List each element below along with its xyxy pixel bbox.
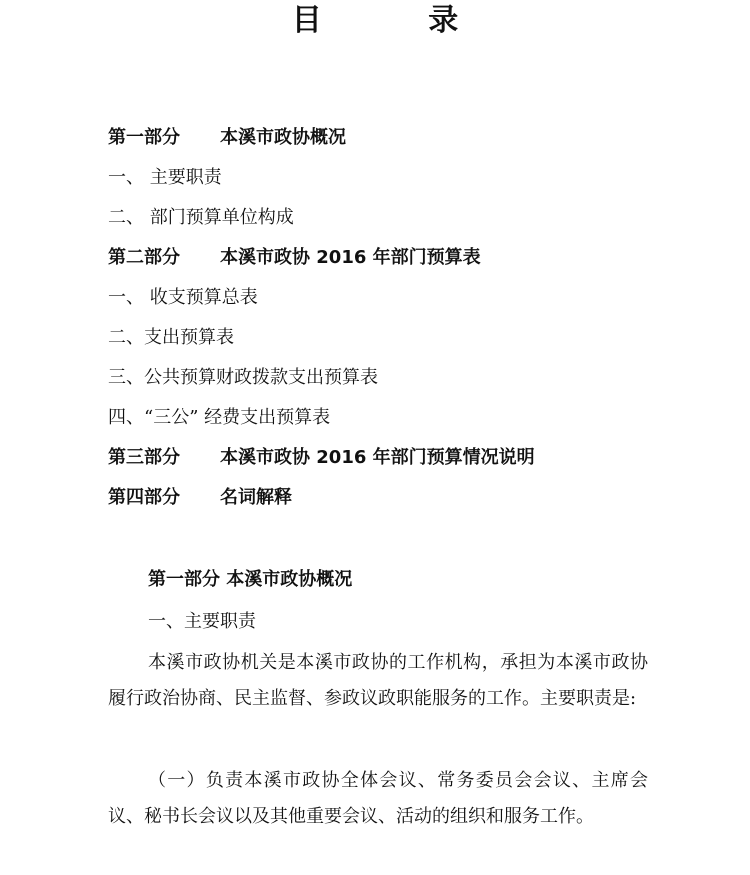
- section-heading: 第一部分 本溪市政协概况: [148, 569, 353, 590]
- table-of-contents: [108, 118, 728, 518]
- toc-item: 二、 部门预算单位构成: [108, 207, 294, 228]
- toc-part-number: 第一部分: [108, 127, 180, 148]
- toc-item: 一、 主要职责: [108, 167, 222, 188]
- toc-part-number: 第三部分: [108, 447, 180, 468]
- body-paragraph: （一）负责本溪市政协全体会议、常务委员会会议、主席会议、秘书长会议以及其他重要会议、活动的组织和服务工作。: [108, 770, 648, 827]
- toc-item: 二、支出预算表: [108, 327, 234, 348]
- page-title: 目 录: [291, 3, 507, 38]
- toc-item: 四、“三公” 经费支出预算表: [108, 407, 331, 428]
- toc-part-4: [108, 478, 728, 518]
- toc-part-number: 第四部分: [108, 487, 180, 508]
- toc-part-3: [108, 438, 728, 478]
- toc-part-title: 名词解释: [220, 487, 292, 508]
- toc-part-2: [108, 238, 728, 278]
- toc-part-number: 第二部分: [108, 247, 180, 268]
- subheading: 一、主要职责: [148, 611, 256, 632]
- toc-part-title: 本溪市政协概况: [220, 127, 346, 148]
- toc-part-title: 本溪市政协 2016 年部门预算表: [220, 247, 481, 268]
- toc-item: 三、公共预算财政拨款支出预算表: [108, 367, 378, 388]
- toc-part-1: [108, 118, 728, 158]
- body-paragraph: 本溪市政协机关是本溪市政协的工作机构，承担为本溪市政协履行政治协商、民主监督、参政议政职能服务的工作。主要职责是:: [108, 652, 648, 709]
- toc-item: 一、 收支预算总表: [108, 287, 258, 308]
- toc-part-title: 本溪市政协 2016 年部门预算情况说明: [220, 447, 535, 468]
